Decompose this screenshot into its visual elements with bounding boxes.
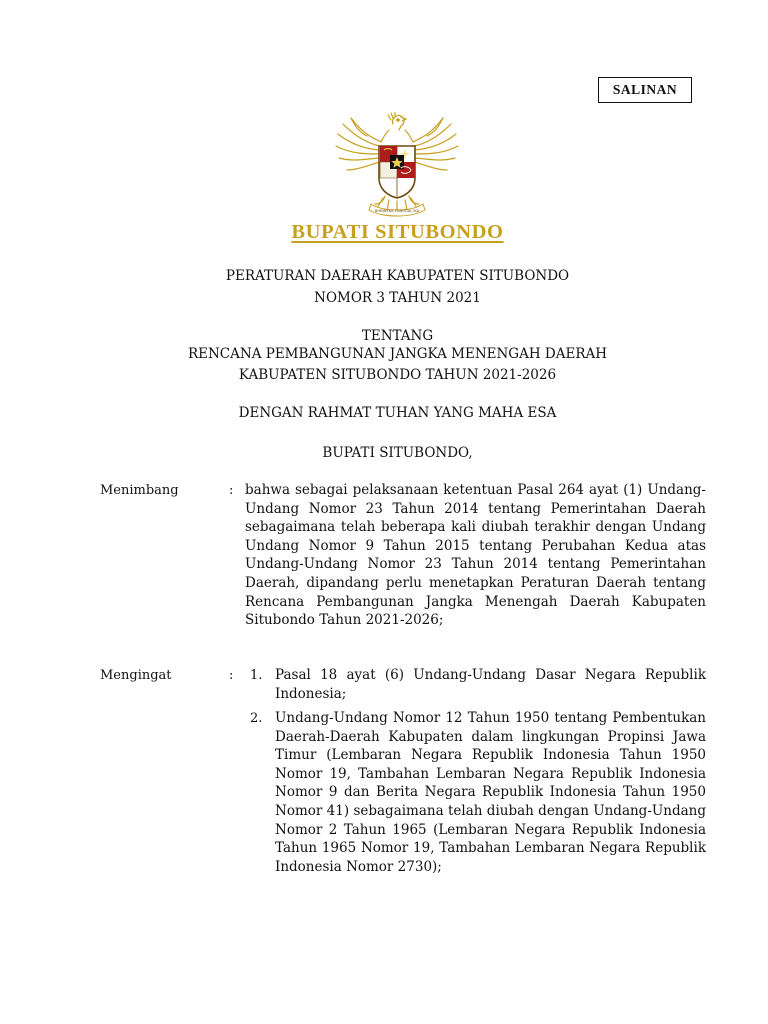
regulation-subject-line1: RENCANA PEMBANGUNAN JANGKA MENENGAH DAERAH: [187, 346, 608, 362]
issuer-line: BUPATI SITUBONDO,: [322, 445, 473, 461]
motto-ribbon-text: BHINNEKA TUNGGAL IKA: [374, 209, 420, 213]
mengingat-label: Mengingat: [100, 668, 172, 683]
mengingat-item-number: 1.: [250, 668, 263, 683]
regulation-number: NOMOR 3 TAHUN 2021: [314, 290, 481, 306]
regulation-subject-line2: KABUPATEN SITUBONDO TAHUN 2021-2026: [238, 367, 557, 383]
menimbang-colon: :: [229, 483, 234, 498]
document-brand-title: [0, 221, 768, 244]
salinan-stamp: SALINAN: [598, 77, 692, 103]
mengingat-colon: :: [229, 668, 234, 683]
menimbang-text: bahwa sebagai pelaksanaan ketentuan Pasal 264 ayat (1) Undang-Undang Nomor 23 Tahun 2014 tentang Pemerintahan Daerah sebagaimana telah beberapa kali diubah terakhir dengan Undang Undang Nomor 9 Tahun 2015 tentang Perubahan Kedua atas Undang-Undang Nomor 23 Tahun 2014 tentang Pemerintahan Daerah, dipandang perlu menetapkan Peraturan Daerah tentang Rencana Pembangunan Jangka Menengah Daerah Kabupaten Situbondo Tahun 2021-2026;: [245, 482, 706, 629]
garuda-pancasila-emblem-icon: [333, 112, 461, 222]
preamble-invocation: DENGAN RAHMAT TUHAN YANG MAHA ESA: [238, 405, 557, 421]
brand-text: BUPATI SITUBONDO: [291, 221, 504, 243]
mengingat-item-text: Pasal 18 ayat (6) Undang-Undang Dasar Negara Republik Indonesia;: [275, 667, 706, 702]
mengingat-item-text: Undang-Undang Nomor 12 Tahun 1950 tentang Pembentukan Daerah-Daerah Kabupaten dalam lingkungan Propinsi Jawa Timur (Lembaran Negara Republik Indonesia Tahun 1950 Nomor 19, Tambahan Lembaran Negara Republik Indonesia Nomor 9 dan Berita Negara Republik Indonesia Tahun 1950 Nomor 41) sebagaimana telah diubah dengan Undang-Undang Nomor 2 Tahun 1965 (Lembaran Negara Republik Indonesia Tahun 1965 Nomor 19, Tambahan Lembaran Negara Republik Indonesia Nomor 2730);: [275, 710, 706, 875]
regulation-title: PERATURAN DAERAH KABUPATEN SITUBONDO: [225, 268, 570, 284]
menimbang-label: Menimbang: [100, 483, 179, 498]
mengingat-item-number: 2.: [250, 711, 263, 726]
regulation-about: TENTANG: [361, 328, 434, 344]
